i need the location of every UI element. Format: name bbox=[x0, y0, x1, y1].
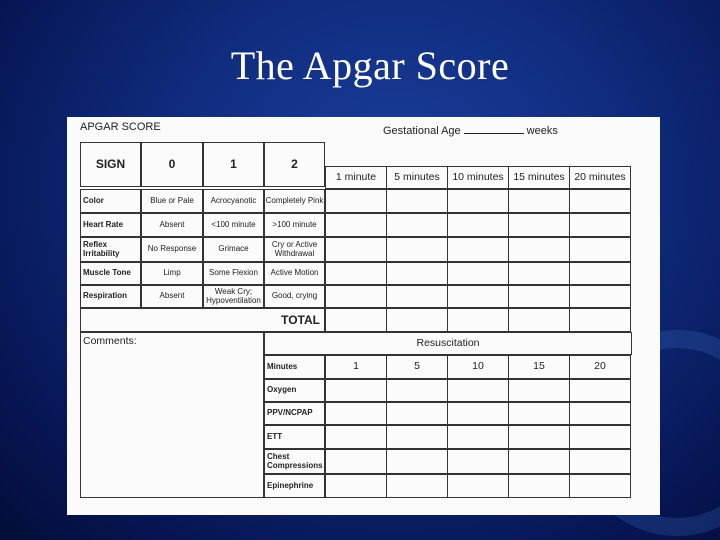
resuscitation-entry-cell[interactable] bbox=[508, 425, 570, 449]
resuscitation-row-label: Epinephrine bbox=[264, 474, 325, 498]
time-header: 20 minutes bbox=[569, 166, 631, 189]
score-1-criteria: Acrocyanotic bbox=[203, 189, 264, 213]
time-header: 10 minutes bbox=[447, 166, 509, 189]
form-heading: APGAR SCORE bbox=[80, 121, 161, 133]
score-entry-cell[interactable] bbox=[508, 285, 570, 308]
header-score-0: 0 bbox=[141, 142, 203, 187]
resuscitation-entry-cell[interactable] bbox=[508, 449, 570, 474]
score-entry-cell[interactable] bbox=[386, 285, 448, 308]
sign-label: Reflex Irritability bbox=[80, 237, 141, 262]
minute-header: 15 bbox=[508, 355, 570, 379]
score-2-criteria: Completely Pink bbox=[264, 189, 325, 213]
score-entry-cell[interactable] bbox=[447, 213, 509, 237]
resuscitation-entry-cell[interactable] bbox=[325, 379, 387, 402]
score-entry-cell[interactable] bbox=[325, 237, 387, 262]
resuscitation-entry-cell[interactable] bbox=[569, 474, 631, 498]
gestational-age-label: Gestational Age bbox=[383, 125, 461, 137]
score-0-criteria: Blue or Pale bbox=[141, 189, 203, 213]
resuscitation-title: Resuscitation bbox=[264, 332, 632, 355]
time-header: 5 minutes bbox=[386, 166, 448, 189]
score-entry-cell[interactable] bbox=[569, 189, 631, 213]
score-entry-cell[interactable] bbox=[508, 237, 570, 262]
resuscitation-entry-cell[interactable] bbox=[386, 379, 448, 402]
resuscitation-entry-cell[interactable] bbox=[386, 449, 448, 474]
score-entry-cell[interactable] bbox=[447, 262, 509, 285]
resuscitation-entry-cell[interactable] bbox=[325, 474, 387, 498]
score-0-criteria: Limp bbox=[141, 262, 203, 285]
resuscitation-entry-cell[interactable] bbox=[569, 425, 631, 449]
resuscitation-entry-cell[interactable] bbox=[508, 402, 570, 425]
minute-header: 5 bbox=[386, 355, 448, 379]
score-entry-cell[interactable] bbox=[569, 237, 631, 262]
header-score-1: 1 bbox=[203, 142, 264, 187]
score-0-criteria: Absent bbox=[141, 285, 203, 308]
score-entry-cell[interactable] bbox=[386, 213, 448, 237]
score-entry-cell[interactable] bbox=[325, 262, 387, 285]
resuscitation-row-label: Chest Compressions bbox=[264, 449, 325, 474]
score-1-criteria: Grimace bbox=[203, 237, 264, 262]
time-header: 15 minutes bbox=[508, 166, 570, 189]
resuscitation-row-label: PPV/NCPAP bbox=[264, 402, 325, 425]
time-header: 1 minute bbox=[325, 166, 387, 189]
score-entry-cell[interactable] bbox=[569, 285, 631, 308]
resuscitation-entry-cell[interactable] bbox=[386, 425, 448, 449]
resuscitation-entry-cell[interactable] bbox=[447, 449, 509, 474]
gestational-age-field bbox=[383, 124, 558, 137]
header-sign: SIGN bbox=[80, 142, 141, 187]
total-label: TOTAL bbox=[80, 308, 325, 332]
sign-label: Heart Rate bbox=[80, 213, 141, 237]
sign-label: Respiration bbox=[80, 285, 141, 308]
score-entry-cell[interactable] bbox=[447, 189, 509, 213]
score-1-criteria: <100 minute bbox=[203, 213, 264, 237]
total-entry-cell[interactable] bbox=[325, 308, 387, 332]
score-2-criteria: Cry or Active Withdrawal bbox=[264, 237, 325, 262]
resuscitation-entry-cell[interactable] bbox=[386, 474, 448, 498]
gestational-age-unit: weeks bbox=[526, 125, 558, 137]
score-2-criteria: Good, crying bbox=[264, 285, 325, 308]
resuscitation-entry-cell[interactable] bbox=[386, 402, 448, 425]
resuscitation-entry-cell[interactable] bbox=[325, 425, 387, 449]
minute-header: 20 bbox=[569, 355, 631, 379]
score-entry-cell[interactable] bbox=[386, 237, 448, 262]
score-2-criteria: >100 minute bbox=[264, 213, 325, 237]
score-entry-cell[interactable] bbox=[508, 189, 570, 213]
minute-header: 1 bbox=[325, 355, 387, 379]
score-1-criteria: Weak Cry; Hypoventilation bbox=[203, 285, 264, 308]
score-entry-cell[interactable] bbox=[325, 285, 387, 308]
score-entry-cell[interactable] bbox=[386, 262, 448, 285]
score-entry-cell[interactable] bbox=[325, 213, 387, 237]
score-2-criteria: Active Motion bbox=[264, 262, 325, 285]
score-0-criteria: No Response bbox=[141, 237, 203, 262]
resuscitation-entry-cell[interactable] bbox=[447, 379, 509, 402]
score-entry-cell[interactable] bbox=[569, 262, 631, 285]
slide-title: The Apgar Score bbox=[230, 43, 510, 88]
score-entry-cell[interactable] bbox=[508, 262, 570, 285]
resuscitation-row-label: Oxygen bbox=[264, 379, 325, 402]
score-entry-cell[interactable] bbox=[447, 285, 509, 308]
resuscitation-row-label: ETT bbox=[264, 425, 325, 449]
total-entry-cell[interactable] bbox=[447, 308, 509, 332]
gestational-age-blank[interactable] bbox=[464, 124, 524, 134]
score-entry-cell[interactable] bbox=[569, 213, 631, 237]
resuscitation-entry-cell[interactable] bbox=[569, 449, 631, 474]
header-score-2: 2 bbox=[264, 142, 325, 187]
resuscitation-entry-cell[interactable] bbox=[325, 402, 387, 425]
resuscitation-entry-cell[interactable] bbox=[325, 449, 387, 474]
sign-label: Muscle Tone bbox=[80, 262, 141, 285]
score-entry-cell[interactable] bbox=[325, 189, 387, 213]
total-entry-cell[interactable] bbox=[386, 308, 448, 332]
resuscitation-entry-cell[interactable] bbox=[508, 379, 570, 402]
minute-header: 10 bbox=[447, 355, 509, 379]
resuscitation-entry-cell[interactable] bbox=[447, 474, 509, 498]
resuscitation-entry-cell[interactable] bbox=[447, 425, 509, 449]
score-1-criteria: Some Flexion bbox=[203, 262, 264, 285]
total-entry-cell[interactable] bbox=[508, 308, 570, 332]
resuscitation-entry-cell[interactable] bbox=[569, 379, 631, 402]
resuscitation-entry-cell[interactable] bbox=[447, 402, 509, 425]
resuscitation-entry-cell[interactable] bbox=[508, 474, 570, 498]
sign-label: Color bbox=[80, 189, 141, 213]
resuscitation-entry-cell[interactable] bbox=[569, 402, 631, 425]
minutes-label: Minutes bbox=[264, 355, 325, 379]
score-0-criteria: Absent bbox=[141, 213, 203, 237]
score-entry-cell[interactable] bbox=[447, 237, 509, 262]
comments-box[interactable]: Comments: bbox=[80, 332, 264, 498]
score-entry-cell[interactable] bbox=[508, 213, 570, 237]
score-entry-cell[interactable] bbox=[386, 189, 448, 213]
total-entry-cell[interactable] bbox=[569, 308, 631, 332]
